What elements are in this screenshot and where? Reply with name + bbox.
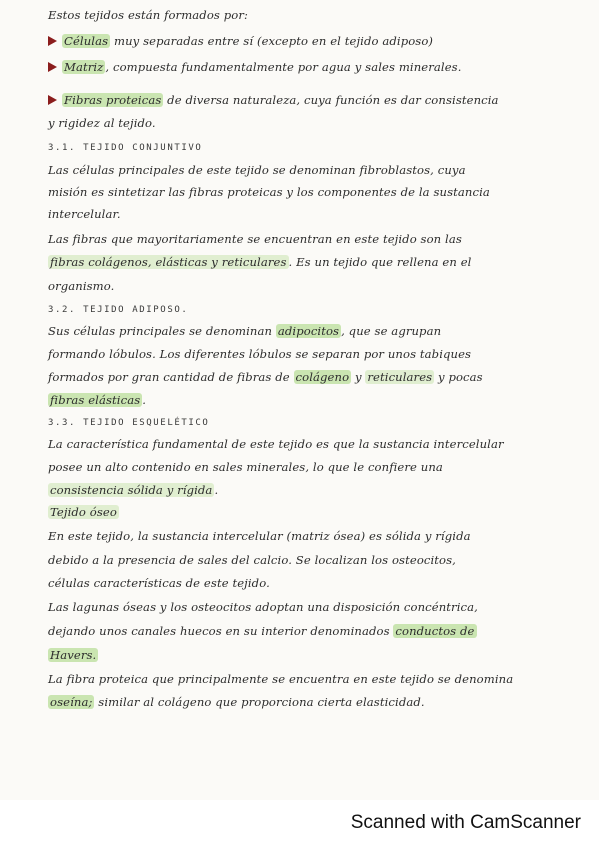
text-line bbox=[48, 624, 575, 638]
text-line bbox=[48, 695, 575, 709]
text-line bbox=[48, 255, 575, 269]
triangle-bullet-icon bbox=[48, 36, 57, 46]
text-span: de diversa naturaleza, cuya función es dar consistencia bbox=[163, 93, 499, 107]
text-line bbox=[48, 370, 575, 384]
text-span: y bbox=[351, 370, 366, 384]
section-heading bbox=[48, 305, 575, 315]
section-heading bbox=[48, 143, 575, 153]
text-span: Las fibras que mayoritariamente se encuentran en este tejido son las bbox=[48, 232, 462, 246]
text-span: formados por gran cantidad de fibras de bbox=[48, 370, 294, 384]
bullet-line bbox=[48, 60, 575, 74]
text-span: , compuesta fundamentalmente por agua y sales minerales. bbox=[105, 60, 462, 74]
text-span: . bbox=[214, 483, 219, 497]
text-line bbox=[48, 553, 575, 567]
text-line bbox=[48, 163, 575, 177]
text-line bbox=[48, 672, 575, 686]
text-line bbox=[48, 232, 575, 246]
text-span: Las lagunas óseas y los osteocitos adoptan una disposición concéntrica, bbox=[48, 600, 478, 614]
text-span: , que se agrupan bbox=[341, 324, 442, 338]
text-line bbox=[48, 460, 575, 474]
text-span: organismo. bbox=[48, 279, 115, 293]
highlighted-text: Fibras proteicas bbox=[64, 93, 162, 107]
text-span: La fibra proteica que principalmente se encuentra en este tejido se denomina bbox=[48, 672, 514, 686]
text-line bbox=[48, 576, 575, 590]
text-span: células características de este tejido. bbox=[48, 576, 270, 590]
text-span: 3.1. TEJIDO CONJUNTIVO bbox=[48, 143, 203, 153]
highlighted-text: Células bbox=[64, 34, 109, 48]
bullet-line bbox=[48, 34, 575, 48]
text-span: y rigidez al tejido. bbox=[48, 116, 156, 130]
text-span: Las células principales de este tejido se denominan fibroblastos, cuya bbox=[48, 163, 466, 177]
text-line bbox=[48, 207, 575, 221]
highlighted-text: fibras colágenos, elásticas y reticulares bbox=[50, 255, 287, 269]
triangle-bullet-icon bbox=[48, 62, 57, 72]
text-line bbox=[48, 8, 575, 22]
highlighted-text: adipocitos bbox=[277, 324, 340, 338]
text-line bbox=[48, 600, 575, 614]
text-span: dejando unos canales huecos en su interior denominados bbox=[48, 624, 394, 638]
text-span: intercelular. bbox=[48, 207, 121, 221]
text-span: Sus células principales se denominan bbox=[48, 324, 276, 338]
text-span: En este tejido, la sustancia intercelular (matriz ósea) es sólida y rígida bbox=[48, 529, 471, 543]
bullet-line bbox=[48, 93, 575, 107]
highlighted-text: colágeno bbox=[295, 370, 350, 384]
text-span: y pocas bbox=[434, 370, 483, 384]
text-span: debido a la presencia de sales del calcio. Se localizan los osteocitos, bbox=[48, 553, 456, 567]
highlighted-text: Havers. bbox=[50, 648, 97, 662]
text-line bbox=[48, 116, 575, 130]
scanner-watermark: Scanned with CamScanner bbox=[350, 812, 581, 833]
text-line bbox=[48, 279, 575, 293]
text-span: 3.2. TEJIDO ADIPOSO. bbox=[48, 305, 189, 315]
highlighted-text: conductos de bbox=[395, 624, 475, 638]
triangle-bullet-icon bbox=[48, 95, 57, 105]
text-span: similar al colágeno que proporciona cierta elasticidad. bbox=[94, 695, 425, 709]
text-line bbox=[48, 347, 575, 361]
text-span: posee un alto contenido en sales minerales, lo que le confiere una bbox=[48, 460, 443, 474]
text-line bbox=[48, 529, 575, 543]
text-line bbox=[48, 324, 575, 338]
highlighted-text: oseína; bbox=[50, 695, 93, 709]
text-line bbox=[48, 393, 575, 407]
section-heading bbox=[48, 418, 575, 428]
text-span: muy separadas entre sí (excepto en el tejido adiposo) bbox=[110, 34, 434, 48]
text-line bbox=[48, 185, 575, 199]
text-span: 3.3. TEJIDO ESQUELÉTICO bbox=[48, 418, 210, 428]
highlighted-text: reticulares bbox=[367, 370, 433, 384]
text-line bbox=[48, 483, 575, 497]
text-span: Estos tejidos están formados por: bbox=[48, 8, 248, 22]
text-span: . Es un tejido que rellena en el bbox=[288, 255, 472, 269]
highlighted-text: consistencia sólida y rígida bbox=[50, 483, 213, 497]
highlighted-text: fibras elásticas bbox=[50, 393, 141, 407]
highlighted-text: Tejido óseo bbox=[50, 505, 117, 519]
text-line bbox=[48, 437, 575, 451]
highlighted-text: Matriz bbox=[64, 60, 104, 74]
text-span: misión es sintetizar las fibras proteicas y los componentes de la sustancia bbox=[48, 185, 490, 199]
text-span: . bbox=[142, 393, 147, 407]
text-span: La característica fundamental de este tejido es que la sustancia intercelular bbox=[48, 437, 504, 451]
text-span: formando lóbulos. Los diferentes lóbulos se separan por unos tabiques bbox=[48, 347, 472, 361]
text-line bbox=[48, 648, 575, 662]
text-line bbox=[48, 505, 575, 519]
